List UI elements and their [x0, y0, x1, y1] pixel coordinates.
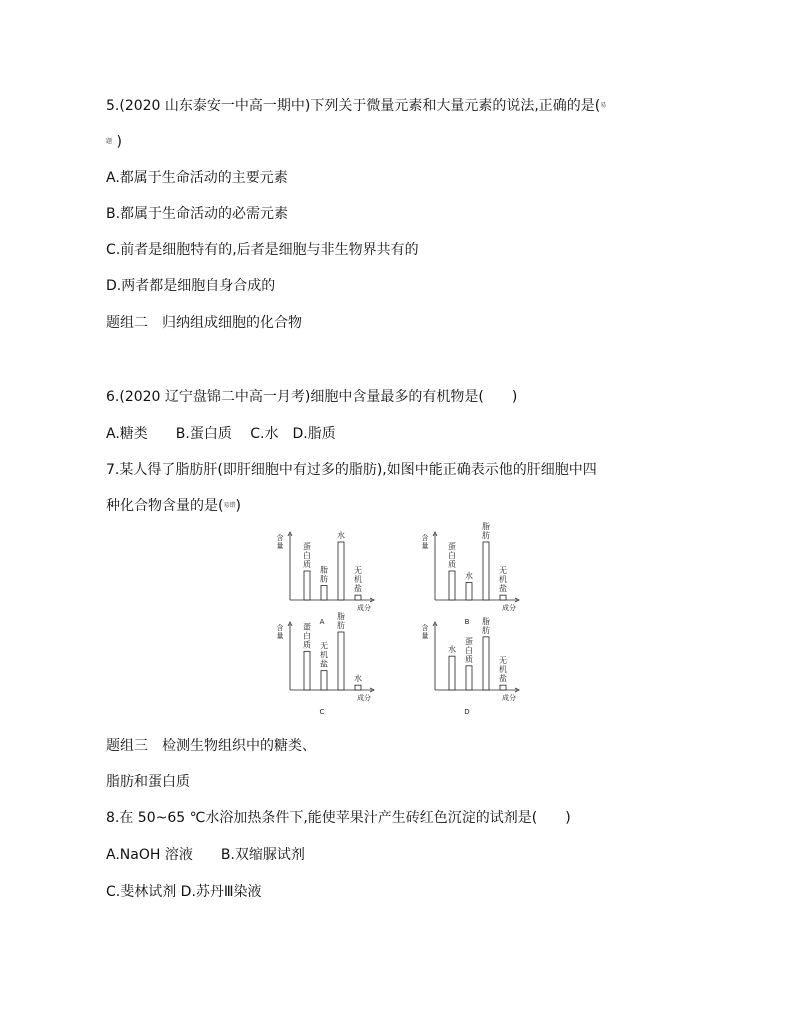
bar [483, 637, 489, 690]
bar [449, 571, 455, 600]
bar-label: 盐 [499, 674, 507, 684]
y-axis-label: 含 [276, 534, 284, 542]
q6-stem: 6.(2020 辽宁盘锦二中高一月考)细胞中含量最多的有机物是( ) [106, 389, 518, 405]
bar-label: 肪 [320, 574, 328, 584]
q5-difficulty-tag: 易 [600, 102, 607, 109]
bar [355, 595, 361, 600]
q8-options-line2: C.斐林试剂 D.苏丹Ⅲ染液 [106, 884, 262, 900]
bar-label: 无 [354, 566, 362, 576]
bar-label: 脂 [482, 616, 490, 626]
bar-label: 质 [448, 560, 456, 569]
q7-stem-line1: 7.某人得了脂肪肝(即肝细胞中有过多的脂肪),如图中能正确表示他的肝细胞中四 [106, 462, 597, 478]
bar-label: 蛋 [303, 542, 311, 551]
x-axis-label: 成分 [357, 604, 371, 612]
panel-label: A [319, 618, 325, 626]
y-axis-label: 含 [421, 534, 429, 542]
bar [483, 542, 489, 600]
q5-option-c: C.前者是细胞特有的,后者是细胞与非生物界共有的 [106, 242, 419, 258]
q6-options: A.糖类 B.蛋白质 C.水 D.脂质 [106, 426, 336, 442]
q7-bar-charts [260, 522, 530, 728]
bar-label: 机 [354, 575, 362, 585]
bar-label: 脂 [337, 612, 345, 621]
y-axis-label: 量 [276, 632, 284, 640]
bar-label: 无 [320, 641, 328, 651]
q5-option-d: D.两者都是细胞自身合成的 [106, 278, 276, 294]
bar [500, 595, 506, 600]
bar [500, 685, 506, 690]
bar-label: 白 [303, 631, 311, 641]
bar-label: 脂 [482, 522, 490, 531]
bar-label: 肪 [482, 531, 490, 540]
q5-stem-end: 题 ) [106, 134, 122, 150]
bar [304, 651, 310, 690]
y-axis-label: 量 [421, 632, 429, 640]
bar-label: 盐 [320, 659, 328, 669]
y-axis-label: 量 [421, 542, 429, 550]
bar [466, 583, 472, 600]
x-axis-label: 成分 [502, 604, 516, 612]
y-axis-label: 含 [421, 624, 429, 632]
bar [449, 656, 455, 690]
bar-label: 质 [465, 654, 473, 664]
bar-label: 机 [499, 665, 507, 675]
section-heading-2: 题组二 归纳组成细胞的化合物 [106, 315, 302, 331]
bar [304, 571, 310, 600]
section-heading-3-line2: 脂肪和蛋白质 [106, 774, 190, 790]
bar-label: 盐 [354, 584, 362, 594]
bar-label: 蛋 [465, 636, 473, 646]
bar-label: 盐 [499, 584, 507, 594]
bar-label: 脂 [320, 565, 328, 575]
bar-label: 无 [499, 566, 507, 576]
bar-label: 水 [465, 571, 473, 581]
bar [466, 666, 472, 690]
panel-label: B [464, 618, 470, 626]
y-axis-label: 量 [276, 542, 284, 550]
bar-label: 水 [354, 674, 362, 684]
bar-label: 质 [303, 560, 311, 569]
q7-difficulty-tag: 易错 [223, 502, 236, 509]
bar [321, 671, 327, 690]
bar-label: 肪 [337, 621, 345, 630]
panel-label: D [464, 708, 470, 716]
q7-stem-line2: 种化合物含量的是(易错) [106, 498, 241, 514]
q8-options-line1: A.NaOH 溶液 B.双缩脲试剂 [106, 847, 305, 863]
bar-label: 水 [448, 645, 456, 655]
bar-label: 白 [465, 645, 473, 655]
q5-stem: 5.(2020 山东泰安一中高一期中)下列关于微量元素和大量元素的说法,正确的是(易 [106, 98, 607, 114]
bar [355, 685, 361, 690]
bar-label: 白 [448, 551, 456, 560]
bar-label: 水 [337, 531, 345, 540]
bar [338, 542, 344, 600]
q5-option-b: B.都属于生命活动的必需元素 [106, 206, 289, 222]
x-axis-label: 成分 [357, 694, 371, 702]
x-axis-label: 成分 [502, 694, 516, 702]
bar-label: 机 [320, 650, 328, 660]
bar-label: 质 [303, 640, 311, 650]
y-axis-label: 含 [276, 624, 284, 632]
bar-label: 无 [499, 656, 507, 666]
bar [321, 586, 327, 601]
bar-label: 蛋 [448, 542, 456, 551]
bar-label: 肪 [482, 625, 490, 635]
bar-label: 白 [303, 551, 311, 560]
q5-option-a: A.都属于生命活动的主要元素 [106, 170, 288, 186]
section-heading-3-line1: 题组三 检测生物组织中的糖类、 [106, 738, 316, 754]
bar-label: 蛋 [303, 622, 311, 632]
panel-label: C [319, 708, 325, 716]
q8-stem: 8.在 50~65 ℃水浴加热条件下,能使苹果汁产生砖红色沉淀的试剂是( ) [106, 810, 571, 826]
bar-label: 机 [499, 575, 507, 585]
bar [338, 632, 344, 690]
